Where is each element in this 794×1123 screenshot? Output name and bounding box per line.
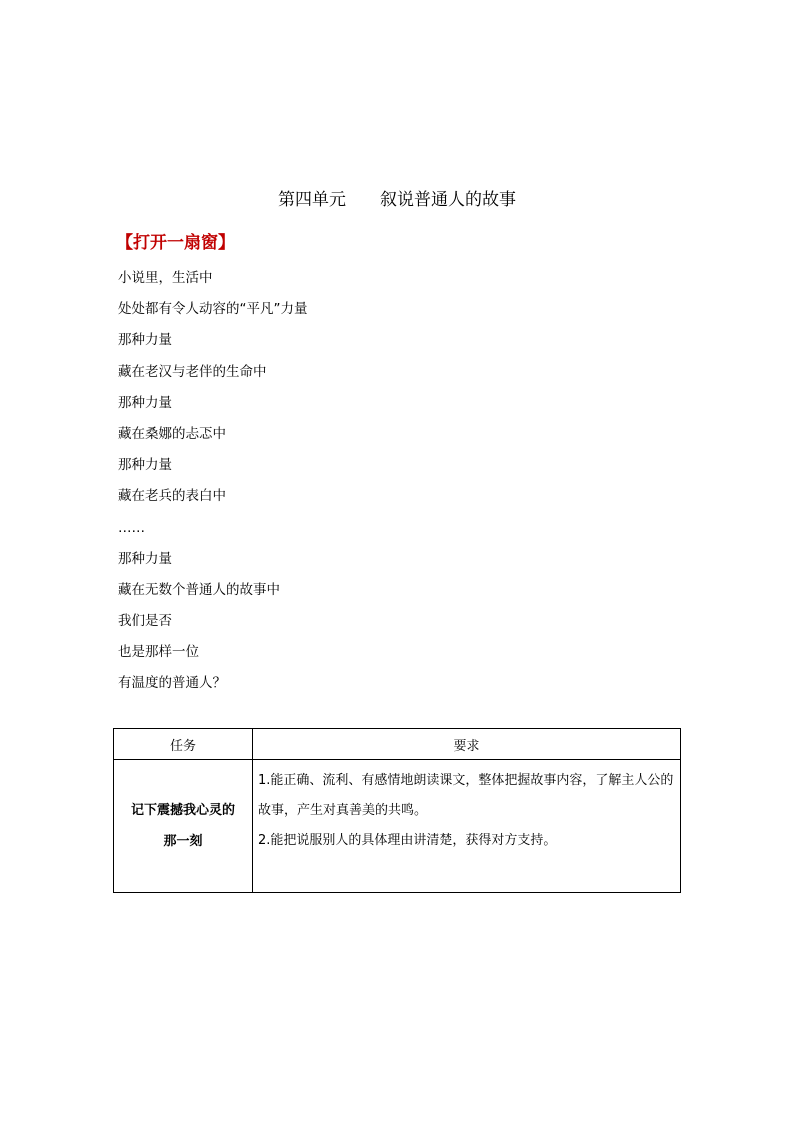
poem-line: 有温度的普通人？ [118, 675, 226, 692]
poem-line: 那种力量 [118, 394, 172, 411]
task-name-cell [114, 760, 253, 893]
page-title: 第四单元 叙说普通人的故事 [278, 190, 516, 210]
poem-line: 藏在桑娜的忐忑中 [118, 425, 226, 442]
requirement-cell [253, 760, 681, 893]
poem-line: 处处都有令人动容的“平凡”力量 [118, 301, 308, 318]
requirement-item: 2.能把说服别人的具体理由讲清楚，获得对方支持。 [258, 833, 557, 848]
poem-line: 那种力量 [118, 457, 172, 474]
poem-line: 也是那样一位 [118, 644, 199, 661]
table-header-row [114, 729, 681, 760]
poem-line: 那种力量 [118, 332, 172, 349]
table-row [114, 760, 681, 893]
section-heading: 【打开一扇窗】 [116, 233, 235, 253]
task-table [113, 728, 681, 893]
poem-line: …… [118, 519, 145, 536]
poem-line: 小说里，生活中 [118, 270, 213, 286]
poem-line: 我们是否 [118, 613, 172, 630]
header-task: 任务 [114, 729, 253, 760]
poem-line: 藏在老兵的表白中 [118, 488, 226, 505]
poem [118, 268, 308, 705]
task-name-line: 那一刻 [163, 834, 203, 849]
poem-line: 藏在无数个普通人的故事中 [118, 581, 280, 598]
header-requirement: 要求 [253, 729, 681, 760]
poem-line: 藏在老汉与老伴的生命中 [118, 363, 267, 380]
task-name-line: 记下震撼我心灵的 [130, 803, 235, 818]
poem-line: 那种力量 [118, 550, 172, 567]
requirement-item: 1.能正确、流利、有感情地朗读课文，整体把握故事内容，了解主人公的故事，产生对真善美的共鸣。 [258, 773, 674, 818]
